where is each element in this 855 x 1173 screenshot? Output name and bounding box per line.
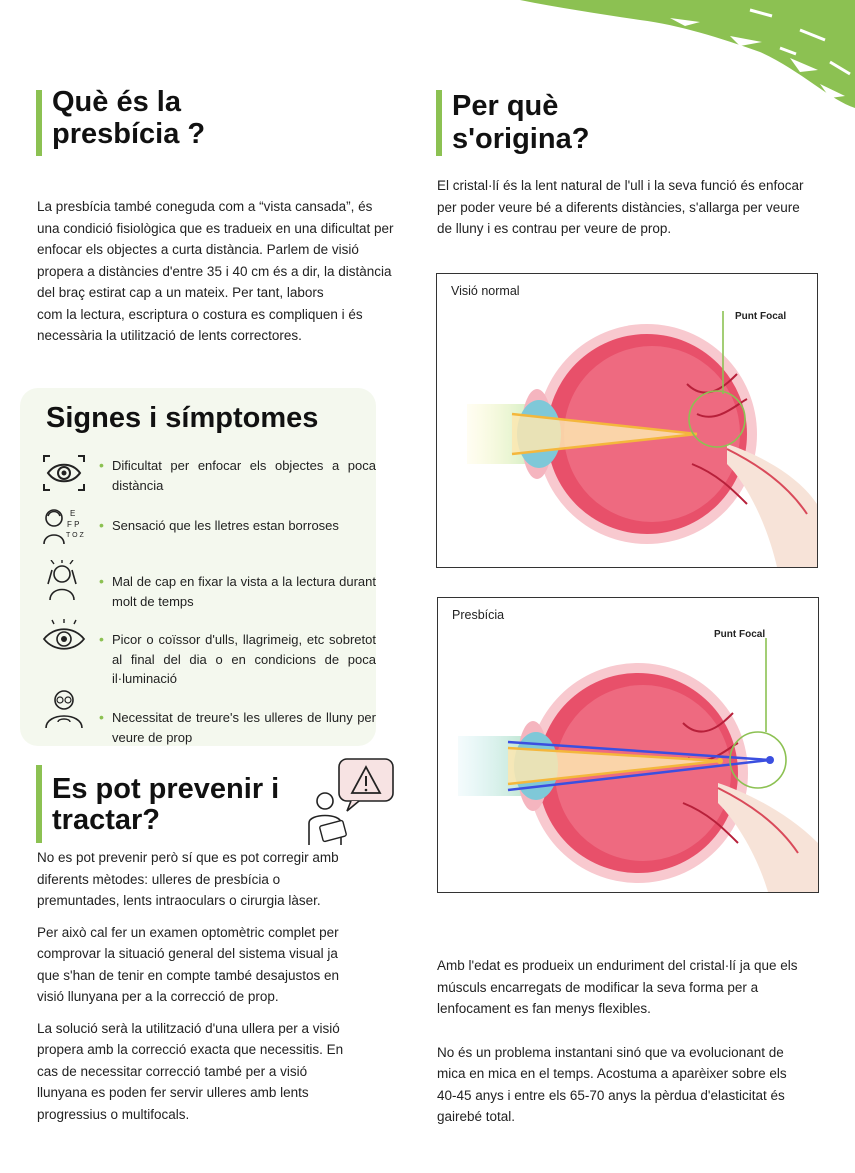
irritated-eye-icon	[40, 618, 88, 660]
title-accent-bar	[436, 90, 442, 156]
svg-text:F P: F P	[67, 520, 80, 529]
figure-title: Visió normal	[451, 284, 520, 298]
symptoms-title: Signes i símptomes	[46, 402, 319, 434]
symptom-text: • Dificultat per enfocar els objectes a poca distància	[112, 456, 376, 495]
elderly-person-glasses-icon	[40, 684, 88, 730]
svg-text:E: E	[70, 509, 76, 518]
eye-focus-icon	[40, 452, 88, 494]
presbyopia-title: Què és la presbícia ?	[52, 86, 206, 151]
origin-paragraph: Amb l'edat es produeix un enduriment del cristal·lí ja que els músculs encarregats de modificar la seva forma per a lenfocament es fan menys flexibles.	[437, 958, 798, 1016]
presbyopia-intro	[37, 196, 395, 347]
symptom-text: • Mal de cap en fixar la vista a la lectura durant molt de temps	[112, 572, 376, 611]
prevent-paragraph: No es pot prevenir però sí que es pot corregir amb diferents mètodes: ulleres de presbícia o premuntades, lents intraoculars o cirurgia làser.	[37, 850, 339, 908]
symptom-text: • Necessitat de treure's les ulleres de lluny per veure de prop	[112, 708, 376, 747]
focal-point-label: Punt Focal	[735, 311, 787, 322]
origin-text	[437, 955, 809, 1128]
origin-paragraph: No és un problema instantani sinó que va evolucionant de mica en mica en el temps. Acostuma a aparèixer sobre els 40-45 anys i entre els 65-70 anys la pèrdua d'elasticitat és gairebé total.	[437, 1044, 787, 1124]
intro-paragraph-1: La presbícia també coneguda com a “vista cansada”, és una condició fisiològica que es tradueix en una dificultat per enfocar els objectes a curta distància. Parlem de visió propera a distàncies d'entre 35 i 40 cm és a dir, la distància del braç estirat cap a un mateix. Per tant, labors	[37, 199, 394, 300]
title-accent-bar	[36, 90, 42, 156]
origin-intro: El cristal·lí és la lent natural de l'ull i la seva funció és enfocar per poder veure bé a diferents distàncies, s'allarga per veure de lluny i es contrau per veure de prop.	[437, 178, 804, 236]
prevent-title: Es pot prevenir i tractar?	[52, 773, 280, 836]
presbyopia-figure	[437, 597, 819, 893]
presbyopia-eye-diagram	[438, 598, 818, 892]
prevent-paragraph: La solució serà la utilització d'una ullera per a visió propera amb la correcció exacta que necessitis. En cas de necessitar correcció també per a visió llunyana es poden fer servir ulleres amb lents progressius o multifocals.	[37, 1020, 344, 1122]
figure-title: Presbícia	[452, 608, 505, 622]
focal-point-label: Punt Focal	[714, 629, 766, 640]
normal-eye-diagram	[437, 274, 817, 567]
headache-person-icon	[40, 560, 88, 602]
eye-chart-person-icon	[40, 504, 88, 546]
origin-title: Per què s'origina?	[452, 90, 590, 155]
prevent-text	[37, 847, 357, 1125]
person-warning-sign-icon	[305, 757, 397, 847]
intro-paragraph-2: com la lectura, escriptura o costura es compliquen i és necessària la utilització de lents correctores.	[37, 306, 363, 343]
symptom-text: • Picor o coïssor d'ulls, llagrimeig, etc sobretot al final del dia o en condicions de poca il·luminació	[112, 630, 376, 689]
prevent-paragraph: Per això cal fer un examen optomètric complet per comprovar la situació general del sistema visual ja que s'han de tenir en compte també desajustos en visió llunyana per a la correcció de prop.	[37, 924, 340, 1004]
title-accent-bar	[36, 765, 42, 843]
svg-text:T O Z: T O Z	[66, 532, 84, 539]
symptom-text: • Sensació que les lletres estan borroses	[112, 516, 376, 536]
normal-vision-figure	[436, 273, 818, 568]
